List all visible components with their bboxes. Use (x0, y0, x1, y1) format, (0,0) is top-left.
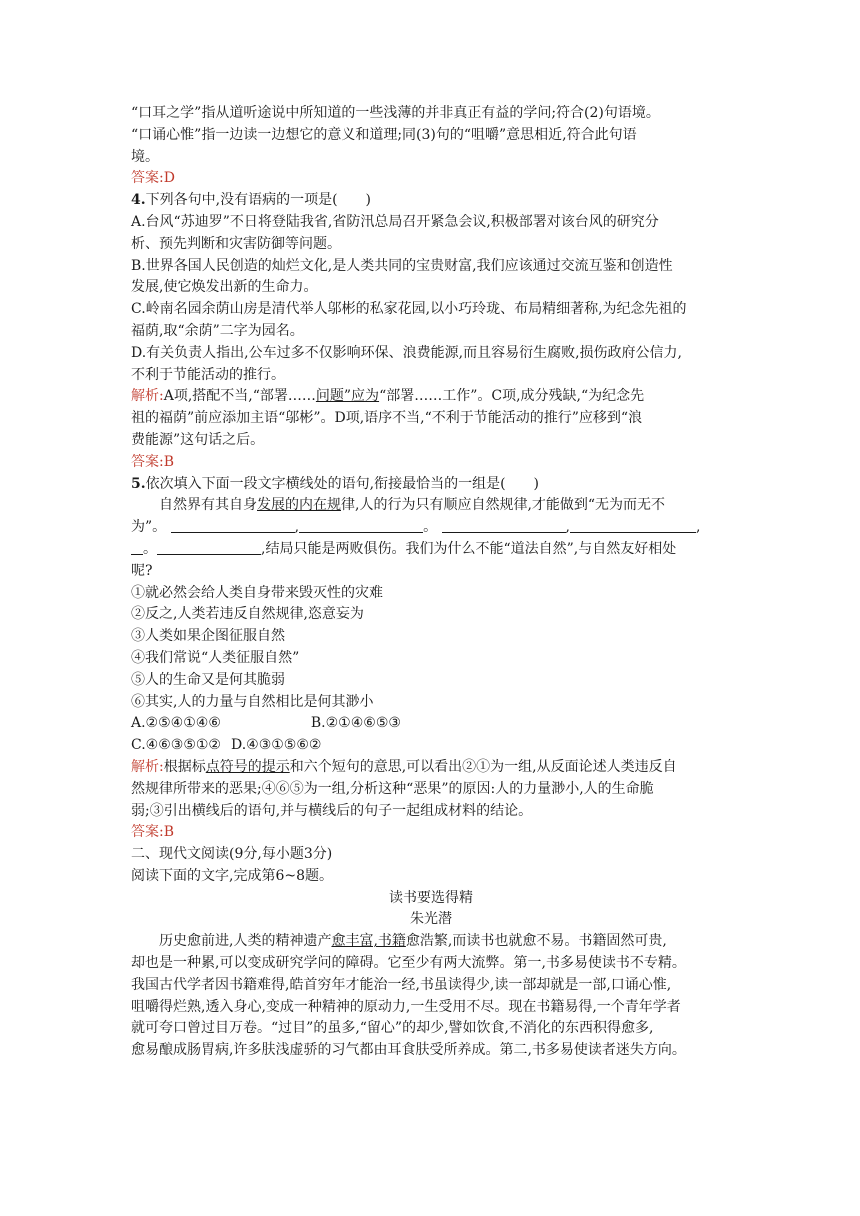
q5-option-d: D.④③①⑤⑥② (230, 737, 322, 754)
q5-item: ⑥其实,人的力量与自然相比是何其渺小 (131, 693, 374, 710)
section-heading: 二、现代文阅读(9分,每小题3分) (131, 846, 333, 863)
q5-passage-line: 为”。 , 。 , , (131, 519, 701, 536)
article-line: 历史愈前进,人类的精神遗产愈丰富,书籍愈浩繁,而读书也就愈不易。书籍固然可贵, (159, 933, 667, 950)
q3-answer: 答案:D (131, 170, 175, 187)
q4-option-d: D.有关负责人指出,公车过多不仅影响环保、浪费能源,而且容易衍生腐败,损伤政府公信力, (131, 344, 682, 361)
q4-option-c: C.岭南名园余荫山房是清代举人邬彬的私家花园,以小巧玲珑、布局精细著称,为纪念先祖的 (131, 301, 687, 318)
q4-option-b-cont: 发展,使它焕发出新的生命力。 (131, 279, 318, 296)
document-page (131, 103, 731, 1062)
q5-stem (131, 474, 731, 496)
q5-explanation-line: 解析:根据标点符号的提示和六个短句的意思,可以看出②①为一组,从反面论述人类违反自 (131, 758, 677, 775)
q4-stem (131, 190, 731, 212)
q3-explanation-line: “口诵心惟”指一边读一边想它的意义和道理;同(3)句的“咀嚼”意思相近,符合此句语 (131, 126, 637, 143)
section-instruction: 阅读下面的文字,完成第6~8题。 (131, 867, 333, 884)
q5-option-a: A.②⑤④①④⑥ (131, 715, 221, 732)
q4-explanation-line: 祖的福荫”前应添加主语“邬彬”。D项,语序不当,“不利于节能活动的推行”应移到“浪 (131, 410, 643, 427)
q5-explanation-line: 弱;③引出横线后的语句,并与横线后的句子一起组成材料的结论。 (131, 802, 533, 819)
fill-blank (442, 518, 566, 533)
fill-blank (131, 540, 143, 555)
q3-explanation-line: “口耳之学”指从道听途说中所知道的一些浅薄的并非真正有益的学问;符合(2)句语境。 (131, 105, 660, 121)
q5-stem-text: 依次填入下面一段文字横线处的语句,衔接最恰当的一组是( ) (145, 475, 539, 492)
q5-passage-line: 自然界有其自身发展的内在规律,人的行为只有顺应自然规律,才能做到“无为而无不 (159, 497, 666, 514)
article-line: 愈易酿成肠胃病,许多肤浅虚骄的习气都由耳食肤受所养成。第二,书多易使读者迷失方向。 (131, 1042, 686, 1059)
q5-number: 5. (131, 475, 146, 492)
q4-option-a: A.台风“苏迪罗”不日将登陆我省,省防汛总局召开紧急会议,积极部署对该台风的研究分 (131, 213, 659, 230)
q5-passage-line: 。 ,结局只能是两败俱伤。我们为什么不能“道法自然”,与自然友好相处 (131, 539, 731, 561)
article-line: 就可夸口曾过目万卷。“过目”的虽多,“留心”的却少,譬如饮食,不消化的东西积得愈多, (131, 1020, 654, 1037)
fill-blank (299, 518, 423, 533)
q5-item: ①就必然会给人类自身带来毁灭性的灾难 (131, 584, 383, 601)
underlined-text: 发展的内在规 (257, 497, 341, 514)
q4-option-c-cont: 福荫,取“余荫”二字为园名。 (131, 322, 304, 339)
fill-blank (570, 518, 696, 533)
q5-item: ⑤人的生命又是何其脆弱 (131, 671, 285, 688)
explanation-label: 解析: (131, 758, 164, 775)
q4-option-b: B.世界各国人民创造的灿烂文化,是人类共同的宝贵财富,我们应该通过交流互鉴和创造性 (131, 257, 673, 274)
q4-explanation-line: 解析:A项,搭配不当,“部署……问题”应为“部署……工作”。C项,成分残缺,“为纪念先 (131, 388, 645, 405)
q5-answer: 答案:B (131, 824, 175, 841)
article-title: 读书要选得精 (389, 889, 473, 906)
fill-blank (171, 518, 295, 533)
q4-answer: 答案:B (131, 453, 175, 470)
q5-option-c: C.④⑥③⑤①② (131, 737, 221, 754)
q5-item: ③人类如果企图征服自然 (131, 628, 285, 645)
q5-options-row (131, 713, 731, 735)
article-author: 朱光潜 (410, 911, 452, 928)
article-line: 我国古代学者因书籍难得,皓首穷年才能治一经,书虽读得少,读一部却就是一部,口诵心惟, (131, 976, 672, 993)
explanation-label: 解析: (131, 388, 164, 405)
fill-blank (157, 540, 261, 555)
q4-stem-text: 下列各句中,没有语病的一项是( ) (145, 192, 371, 209)
q4-option-a-cont: 析、预先判断和灾害防御等问题。 (131, 235, 341, 252)
q4-number: 4. (131, 192, 146, 209)
q5-passage-line: 呢? (131, 562, 153, 579)
q4-option-d-cont: 不利于节能活动的推行。 (131, 366, 285, 383)
q4-explanation-line: 费能源”这句话之后。 (131, 431, 265, 448)
article-line: 咀嚼得烂熟,透入身心,变成一种精神的原动力,一生受用不尽。现在书籍易得,一个青年学者 (131, 998, 681, 1015)
q3-explanation-line: 境。 (131, 148, 159, 165)
q5-item: ④我们常说“人类征服自然” (131, 649, 300, 666)
q5-explanation-line: 然规律所带来的恶果;④⑥⑤为一组,分析这种“恶果”的原因:人的力量渺小,人的生命脆 (131, 780, 654, 797)
underlined-text: 问题”应为 (315, 388, 380, 405)
article-line: 却也是一种累,可以变成研究学问的障碍。它至少有两大流弊。第一,书多易使读书不专精。 (131, 955, 686, 972)
underlined-text: 点符号的提示 (205, 758, 290, 775)
q5-option-b: B.②①④⑥⑤③ (310, 715, 401, 732)
q5-options-row (131, 735, 731, 757)
q5-item: ②反之,人类若违反自然规律,恣意妄为 (131, 606, 364, 623)
underlined-text: 愈丰富,书籍 (331, 933, 406, 950)
